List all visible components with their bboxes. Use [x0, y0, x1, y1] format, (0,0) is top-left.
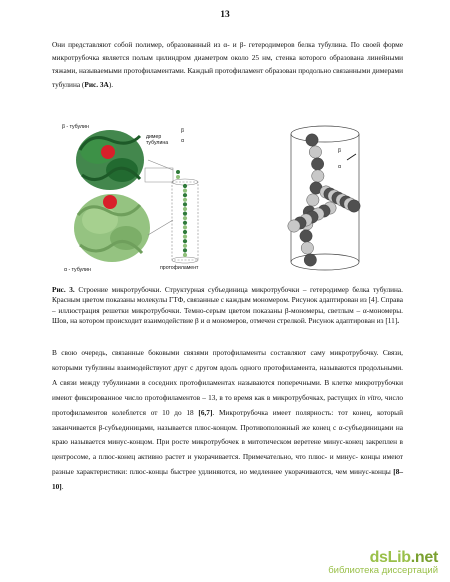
protofilament-bead [183, 221, 187, 225]
protofilament-bead [183, 184, 187, 188]
paragraph-intro-end: ). [108, 79, 114, 89]
lattice-sphere [348, 200, 360, 212]
label-dimer-beta: β [181, 128, 184, 134]
label-dimer-line2: тубулина [146, 140, 169, 146]
caption-text: Строение микротрубочки. Структурная субъединица микротрубочки – гетеродимер белка тубулина. Красным цветом показаны молекулы ГТФ, связанные с каждым мономером. Рисунок адаптирован из [4]. Справа – иллюстрация решетки микротрубочки. Темно-серым цветом показаны β-мономеры, светлым – α-мономеры. Шов, на котором происходит взаимодействие β и α мономеров, отмечен стрелкой. Рисунок адаптирован из [11] [52, 285, 403, 326]
citation-6-7: [6,7] [198, 407, 213, 417]
lattice-sphere [311, 158, 323, 170]
lattice-sphere [300, 230, 312, 242]
figure-3-illustration [60, 120, 395, 280]
citation-8-10: [8–10] [52, 467, 403, 492]
label-beta-tubulin: β - тубулин [62, 124, 89, 130]
figure-reference: Рис. 3А [84, 79, 109, 89]
paragraph-main-text-c: . Микротрубочка имеет полярность: тот конец, который заканчивается β-субъединицами, называется плюс-концом. Противоположный же конец с α-субъединицами на краю называется минус-концом. При росте микротрубочек в митотическом веретене минус-конец закреплен в центросоме, а плюс-конец активно растет и укорачивается. Примечательно, что плюс- и минус- концы имеют разные характеристики: плюс-концы быстрее удлиняются, но медленнее укорачиваются, чем минус-концы [52, 407, 403, 477]
label-dimer-alpha: α [181, 138, 184, 144]
protofilament-bead [183, 216, 187, 220]
label-alpha-tubulin: α - тубулин [64, 267, 91, 273]
protofilament-bead [183, 235, 187, 239]
caption-end: . [397, 316, 400, 326]
protofilament-bead [183, 198, 187, 202]
protofilament-bead [183, 189, 187, 193]
watermark [328, 549, 438, 576]
figure-3 [60, 120, 395, 280]
protofilament-bead [183, 207, 187, 211]
caption-title: Рис. 3. [52, 285, 75, 294]
label-protofilament: протофиламент [160, 265, 199, 271]
lattice-sphere [304, 254, 316, 266]
paragraph-intro-text: Они представляют собой полимер, образованный из α- и β- гетеродимеров белка тубулина. По своей форме микротрубочка является полым цилиндром диаметром около 25 нм, стенка которого образована линейными тяжами, называемыми протофиламентами. Каждый протофиламент образован продольно связанными димерами тубулина ( [52, 40, 403, 89]
paragraph-main-text-a: В свою очередь, связанные боковыми связями протофиламенты составляют саму микротрубочку. Связи, которыми тубулины взаимодействуют друг с другом вдоль одного протофиламента, называются продольными. А связи между тубулинами в соседних протофиламентах называются поперечными. В клетке микротрубочки имеют фиксированное число протофиламентов – 13, в то время как в микротрубочках, растущих [52, 348, 403, 402]
paragraph-main-text-b: , число протофиламентов колеблется от 10 до 18 [52, 392, 403, 417]
lattice-sphere [307, 194, 319, 206]
gtp-molecule-alpha [103, 195, 117, 209]
lattice-sphere [301, 242, 313, 254]
label-beta-lattice: β [338, 148, 341, 154]
watermark-logo-domain: .net [410, 549, 438, 566]
tubulin-dimer-structure [74, 130, 150, 262]
label-dimer-line1: димер [146, 134, 162, 140]
protofilament-bead [183, 202, 187, 206]
protofilament-cylinder [172, 179, 198, 263]
protofilament-bead [183, 248, 187, 252]
lattice-sphere [312, 170, 324, 182]
protofilament-bead [183, 230, 187, 234]
protofilament-bead [183, 212, 187, 216]
figure-caption [52, 285, 403, 327]
lattice-sphere [288, 220, 300, 232]
protofilament-bead [183, 253, 187, 257]
protofilament-bead [183, 193, 187, 197]
protofilament-bead [183, 225, 187, 229]
label-alpha-lattice: α [338, 164, 341, 170]
paragraph-main [52, 346, 403, 495]
lattice-sphere [309, 146, 321, 158]
page-number: 13 [220, 10, 230, 20]
watermark-subtitle: библиотека диссертаций [328, 565, 438, 576]
microtubule-lattice [288, 126, 360, 270]
protofilament-bead [183, 244, 187, 248]
protofilament-bead [183, 239, 187, 243]
watermark-logo-main: dsLib [369, 549, 411, 566]
paragraph-main-end: . [61, 482, 64, 492]
paragraph-intro [52, 38, 403, 91]
gtp-molecule-beta [101, 145, 115, 159]
paragraph-main-italic: in vitro [359, 392, 381, 402]
label-dimer [146, 134, 168, 146]
lattice-sphere [306, 134, 318, 146]
